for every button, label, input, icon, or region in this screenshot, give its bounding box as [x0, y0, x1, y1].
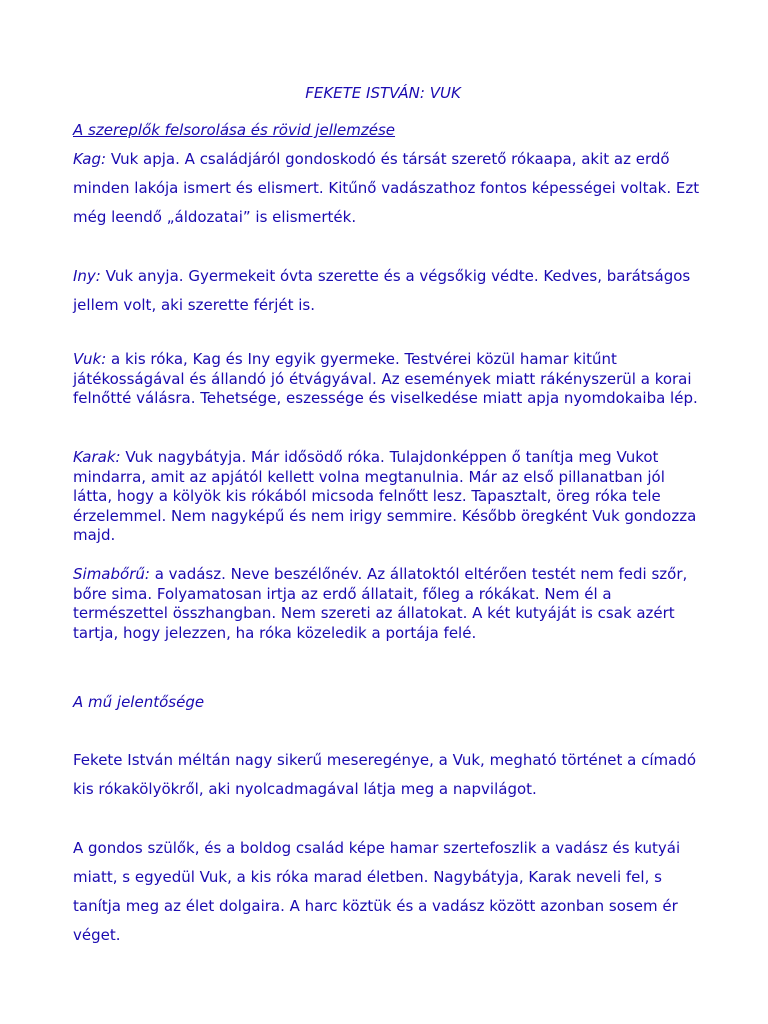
character-description-simaboru: a vadász. Neve beszélőnév. Az állatoktól eltérően testét nem fedi szőr, bőre sima. Folyamatosan irtja az erdő állatait, főleg a rókákat. Nem él a természettel összhangban. Nem szereti az állatokat. A két kutyáját is csak azért tartja, hogy jelezzen, ha róka közeledik a portája felé. — [73, 565, 688, 642]
character-name-simaboru: Simabőrű: — [73, 565, 150, 583]
document-title: FEKETE ISTVÁN: VUK — [305, 84, 461, 102]
character-name-kag: Kag: — [73, 150, 107, 168]
character-kag — [73, 145, 703, 232]
character-vuk — [73, 350, 703, 409]
character-description-iny: Vuk anyja. Gyermekeit óvta szerette és a végsőkig védte. Kedves, barátságos jellem volt, aki szerette férjét is. — [73, 267, 691, 314]
character-description-karak: Vuk nagybátyja. Már idősödő róka. Tulajdonképpen ő tanítja meg Vukot mindarra, amit az apjától kellett volna megtanulnia. Már az első pillanatban jól látta, hogy a kölyök kis rókából micsoda felnőtt lesz. Tapasztalt, öreg róka tele érzelemmel. Nem nagyképű és nem irigy semmire. Később öregként Vuk gondozza majd. — [73, 448, 697, 545]
character-name-karak: Karak: — [73, 448, 121, 466]
character-description-vuk: a kis róka, Kag és Iny egyik gyermeke. Testvérei közül hamar kitűnt játékosságával és állandó jó étvágyával. Az események miatt rákényszerül a korai felnőtté válásra. Tehetsége, eszessége és viselkedése miatt apja nyomdokaiba lép. — [73, 350, 698, 408]
section-heading-significance: A mű jelentősége — [73, 693, 205, 711]
paragraph-story: A gondos szülők, és a boldog család képe hamar szertefoszlik a vadász és kutyái miatt, s egyedül Vuk, a kis róka marad életben. Nagybátyja, Karak neveli fel, s tanítja meg az élet dolgaira. A harc köztük és a vadász között azonban sosem ér véget. — [73, 839, 681, 944]
character-description-kag: Vuk apja. A családjáról gondoskodó és társát szerető rókaapa, akit az erdő minden lakója ismert és elismert. Kitűnő vadászathoz fontos képességei voltak. Ezt még leendő „áldozatai” is elismerték. — [73, 150, 700, 226]
character-simaboru — [73, 565, 703, 643]
character-karak — [73, 448, 703, 546]
character-name-iny: Iny: — [73, 267, 101, 285]
character-name-vuk: Vuk: — [73, 350, 107, 368]
character-iny — [73, 262, 703, 320]
section-heading-characters: A szereplők felsorolása és rövid jellemzése — [73, 121, 396, 139]
paragraph-intro: Fekete István méltán nagy sikerű meseregénye, a Vuk, megható történet a címadó kis rókakölyökről, aki nyolcadmagával látja meg a napvilágot. — [73, 751, 697, 798]
